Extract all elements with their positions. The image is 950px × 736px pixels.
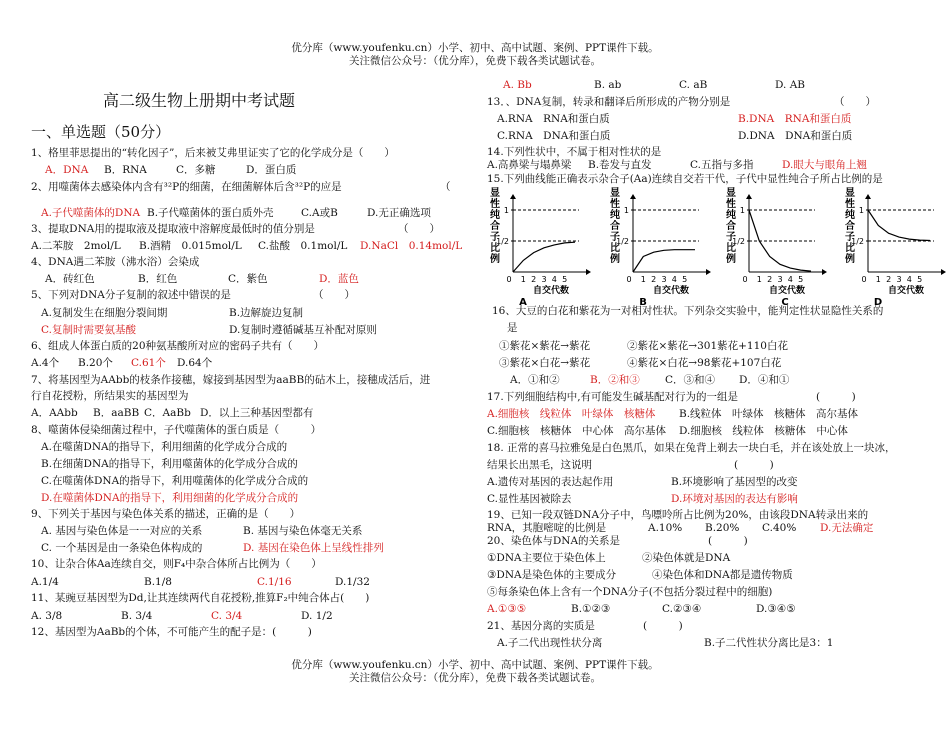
chart-b-ylabel-char: 比	[610, 243, 620, 254]
q14-option-b: B.卷发与直发	[588, 159, 652, 171]
chart-c-ylabel-char: 合	[726, 221, 736, 232]
q9-option-c: C. 一个基因是由一条染色体构成的	[41, 542, 203, 554]
q11-option-c: C. 3/4	[211, 610, 243, 622]
q12-stem: 12、基因型为AaBb的个体，不可能产生的配子是：( )	[31, 626, 312, 638]
q19-stem-line-2: RNA，其胞嘧啶的比例是	[487, 522, 607, 534]
q20-item-4: ④染色体和DNA都是遗传物质	[652, 569, 793, 581]
q4-option-c: C．紫色	[228, 273, 268, 285]
q4-option-b: B．红色	[138, 273, 178, 285]
q13-option-c: C.RNA DNA和蛋白质	[497, 130, 611, 142]
q17-option-a	[487, 408, 655, 421]
chart-d-ylabel-char: 纯	[845, 210, 855, 221]
header-line-2: 关注微信公众号：（优分库），免费下载各类试题试卷。	[349, 55, 601, 67]
q8-option-c: C.在噬菌体DNA的指导下，利用噬菌体的化学成分合成的	[41, 475, 309, 487]
chart-b-xtick-label: 0	[626, 275, 632, 284]
q19-option-d-wrap	[820, 522, 873, 535]
q7-option-c: C．AaBb	[144, 407, 191, 419]
chart-d-xlabel: 自交代数	[887, 286, 925, 296]
chart-d-ylabel-char: 比	[845, 243, 855, 254]
chart-a-ylabel-char: 显	[490, 188, 500, 199]
q3-option-b: B.酒精 0.015mol/L	[139, 240, 242, 252]
q6-stem: 6、组成人体蛋白质的20种氨基酸所对应的密码子共有（ ）	[31, 340, 325, 352]
q13-option-b: B.DNA RNA和蛋白质	[738, 113, 852, 125]
q18-option-a: A.遗传对基因的表达起作用	[487, 476, 614, 488]
q12-option-c: C. aB	[679, 79, 708, 91]
chart-b-xtick-label: 3	[661, 275, 667, 284]
q8-option-a: A.在噬菌DNA的指导下，利用细菌的化学成分合成的	[41, 441, 288, 453]
q16-option-a: A．①和②	[510, 374, 560, 386]
chart-d-ytick-label: 1	[858, 206, 864, 215]
chart-a-ylabel-char: 纯	[490, 210, 500, 221]
q4-option-d: D．蓝色	[319, 273, 359, 285]
header-line-1: 优分库（www.youfenku.cn）小学、初中、高中试题、案例、PPT课件下载。	[291, 42, 659, 54]
q21-paren: ( )	[643, 620, 683, 632]
chart-a-x-arrow	[586, 269, 591, 275]
q16-item-3: ③紫花×白花→紫花	[499, 357, 591, 369]
chart-b-ylabel-char: 例	[610, 254, 620, 265]
q17-option-a-text: A.细胞核 线粒体 叶绿体 核糖体	[487, 408, 656, 420]
q7-option-d: D．以上三种基因型都有	[200, 407, 314, 419]
chart-b-ylabel-char: 纯	[610, 210, 620, 221]
q11-option-d: D. 1/2	[301, 610, 333, 622]
q5-paren: （ ）	[313, 289, 355, 301]
chart-c-x-arrow	[822, 269, 827, 275]
q1-option-d: D．蛋白质	[246, 164, 297, 176]
q1-option-a: A．DNA	[45, 164, 89, 176]
q18-paren: ( )	[734, 459, 774, 471]
chart-a-ytick-label: 1/2	[496, 237, 509, 246]
q13-stem: 13．、DNA复制，转录和翻译后所形成的产物分别是	[487, 96, 731, 108]
q15-charts	[487, 186, 950, 306]
chart-a-ylabel-char: 性	[490, 199, 500, 210]
q2-paren: （	[440, 181, 451, 193]
q4-stem: 4、DNA遇二苯胺（沸水浴）会染成	[31, 256, 200, 268]
chart-a-panel-label: A	[519, 297, 527, 306]
chart-d-ylabel-char: 性	[845, 199, 855, 210]
chart-d-y-arrow	[865, 194, 871, 199]
q17-option-c: C.细胞核 核糖体 中心体 高尔基体	[487, 425, 666, 437]
q20-option-d: D.③④⑤	[756, 603, 796, 615]
chart-b-xtick-label: 4	[671, 275, 677, 284]
chart-b-xlabel: 自交代数	[652, 286, 690, 296]
chart-b-ylabel-char: 显	[610, 188, 620, 199]
q14-stem: 14.下列性状中，不属于相对性状的是	[487, 146, 662, 158]
chart-b-ytick-label: 1/2	[616, 237, 629, 246]
q18-option-d: D.环境对基因的表达有影响	[671, 493, 798, 505]
chart-a-ylabel-char: 子	[490, 232, 500, 243]
q17-option-d: D.细胞核 线粒体 核糖体 中心体	[679, 425, 848, 437]
chart-c-ylabel-char: 子	[726, 232, 736, 243]
chart-a-xtick-label: 4	[551, 275, 557, 284]
q12-option-d: D. AB	[775, 79, 806, 91]
q6-option-c: C.61个	[131, 357, 166, 369]
q5-option-b: B.边解旋边复制	[229, 307, 304, 319]
chart-d-xtick-label: 0	[861, 275, 867, 284]
q16-stem-line-2: 是	[507, 322, 518, 334]
chart-c-ylabel-char: 比	[726, 243, 736, 254]
q11-stem: 11、某豌豆基因型为Dd,让其连续两代自花授粉,推算F₂中纯合体占( )	[31, 592, 370, 604]
q10-option-c: C.1/16	[257, 576, 292, 588]
q9-option-a: A. 基因与染色体是一一对应的关系	[41, 525, 203, 537]
chart-d-xtick-label: 5	[917, 275, 923, 284]
q10-option-a: A.1/4	[31, 576, 59, 588]
chart-d-xtick-label: 4	[906, 275, 912, 284]
chart-d-xtick-label: 1	[875, 275, 881, 284]
chart-d-ylabel-char: 合	[845, 221, 855, 232]
chart-d-ytick-label: 1/2	[851, 237, 864, 246]
q18-option-c: C.显性基因被除去	[487, 493, 572, 505]
q16-item-4: ④紫花×白花→98紫花+107白花	[627, 357, 782, 369]
chart-c-xtick-label: 5	[798, 275, 804, 284]
q16-stem-line-1: 16、大豆的白花和紫花为一对相对性状。下列杂交实验中，能判定性状显隐性关系的	[492, 305, 884, 317]
q15-stem: 15.下列曲线能正确表示杂合子(Aa)连续自交若干代，子代中显性纯合子所占比例的是	[487, 173, 883, 185]
chart-b-ylabel-char: 子	[610, 232, 620, 243]
q14-option-a: A.高鼻梁与塌鼻梁	[487, 159, 572, 171]
q1-option-c: C．多糖	[176, 164, 216, 176]
q11-option-b: B. 3/4	[121, 610, 153, 622]
chart-b-ylabel-char: 合	[610, 221, 620, 232]
q2-option-c: C.A或B	[301, 207, 338, 219]
chart-d-ylabel-char: 子	[845, 232, 855, 243]
q20-item-1: ①DNA主要位于染色体上	[487, 552, 606, 564]
q3-stem: 3、提取DNA用的提取液及提取液中溶解度最低时的值分别是	[31, 223, 315, 235]
chart-a-xlabel: 自交代数	[532, 286, 570, 296]
chart-c-ylabel-char: 显	[726, 188, 736, 199]
q4-option-a: A．砖红色	[45, 273, 95, 285]
chart-c-ytick-label: 1/2	[732, 237, 745, 246]
q14-option-d-letter	[782, 159, 867, 172]
chart-d-panel-label: D	[873, 297, 883, 306]
chart-d-x-arrow	[941, 269, 946, 275]
q21-stem: 21、基因分离的实质是	[487, 620, 595, 632]
chart-c-xtick-label: 1	[756, 275, 762, 284]
q16-item-2: ②紫花×紫花→301紫花+110白花	[627, 340, 788, 352]
chart-b-ylabel-char: 性	[610, 199, 620, 210]
q13-option-d: D.DNA DNA和蛋白质	[738, 130, 853, 142]
chart-a-y-arrow	[510, 194, 516, 199]
q16-option-b: B．②和③	[590, 374, 640, 386]
q14-option-d: D.眼大与眼角上翘	[782, 159, 867, 171]
footer-line-1: 优分库（www.youfenku.cn）小学、初中、高中试题、案例、PPT课件下载。	[291, 659, 659, 671]
chart-a-curve	[513, 242, 575, 272]
q20-item-3: ③DNA是染色体的主要成分	[487, 569, 617, 581]
q17-stem: 17.下列细胞结构中,有可能发生碱基配对行为的一组是	[487, 391, 739, 403]
q10-stem: 10、让杂合体Aa连续自交，则F₄中杂合体所占比例为（ ）	[31, 558, 322, 570]
q9-option-d: D. 基因在染色体上呈线性排列	[243, 542, 384, 554]
chart-d-ylabel-char: 显	[845, 188, 855, 199]
chart-c-xlabel: 自交代数	[768, 286, 806, 296]
q5-option-c: C.复制时需要氨基酸	[41, 324, 136, 336]
q7-stem-line-1: 7、将基因型为AAbb的枝条作接穗，嫁接到基因型为aaBB的砧木上，接穗成活后，进	[31, 374, 431, 386]
chart-a-ylabel-char: 合	[490, 221, 500, 232]
q20-option-b: B.①②③	[571, 603, 611, 615]
chart-c-xtick-label: 3	[777, 275, 783, 284]
q16-option-c: C．③和④	[665, 374, 716, 386]
q6-option-d: D.64个	[177, 357, 213, 369]
q20-item-2: ②染色体就是DNA	[642, 552, 731, 564]
q18-stem-line-2: 结果长出黑毛，这说明	[487, 459, 592, 471]
chart-c-panel-label: C	[781, 297, 789, 306]
chart-b-ytick-label: 1	[623, 206, 629, 215]
q8-option-d: D.在噬菌体DNA的指导下，利用细菌的化学成分合成的	[41, 492, 299, 504]
q21-option-a: A.子二代出现性状分离	[497, 637, 603, 649]
chart-b-panel-label: B	[639, 297, 647, 306]
chart-c-xtick-label: 2	[767, 275, 773, 284]
q2-option-d: D.无正确选项	[367, 207, 431, 219]
q19-stem-line-1: 19、已知一段双链DNA分子中，鸟嘌呤所占比例为20%，由该段DNA转录出来的	[487, 509, 869, 521]
q1-stem: 1、格里菲思提出的“转化因子”，后来被艾弗里证实了它的化学成分是（ ）	[31, 147, 395, 159]
q19-option-d: D.无法确定	[820, 522, 874, 534]
chart-a-xtick-label: 1	[520, 275, 526, 284]
chart-c-ytick-label: 1	[739, 206, 745, 215]
q5-option-d: D.复制时遵循碱基互补配对原则	[229, 324, 377, 336]
q19-option-b: B.20%	[705, 522, 740, 534]
q13-option-a: A.RNA RNA和蛋白质	[497, 113, 610, 125]
chart-b-xtick-label: 2	[651, 275, 657, 284]
q20-paren: ( )	[708, 535, 748, 547]
chart-d-curve	[868, 210, 930, 241]
chart-b-xtick-label: 5	[682, 275, 688, 284]
footer-line-2: 关注微信公众号：（优分库），免费下载各类试题试卷。	[349, 672, 601, 684]
q21-option-b: B.子二代性状分离比是3：1	[704, 637, 834, 649]
q14-option-c: C.五指与多指	[690, 159, 754, 171]
chart-a-xtick-label: 3	[541, 275, 547, 284]
chart-c-ylabel-char: 纯	[726, 210, 736, 221]
chart-c-xtick-label: 0	[742, 275, 748, 284]
q1-option-b: B．RNA	[104, 164, 147, 176]
chart-b-y-arrow	[630, 194, 636, 199]
q17-paren: ( )	[816, 391, 856, 403]
q10-option-d: D.1/32	[335, 576, 370, 588]
chart-d-xtick-label: 3	[896, 275, 902, 284]
q6-option-b: B.20个	[78, 357, 113, 369]
q16-option-d: D．④和①	[739, 374, 790, 386]
chart-a-xtick-label: 5	[562, 275, 568, 284]
q3-option-d: D.NaCl 0.14mol/L	[360, 240, 463, 252]
q5-stem: 5、下列对DNA分子复制的叙述中错误的是	[31, 289, 231, 301]
chart-b-x-arrow	[706, 269, 711, 275]
q20-option-c: C.②③④	[662, 603, 702, 615]
q13-paren: （ ）	[834, 96, 876, 108]
chart-c-y-arrow	[746, 194, 752, 199]
section-heading: 一、单选题（50分）	[31, 123, 171, 141]
q7-stem-line-2: 行自花授粉，所结果实的基因型为	[31, 390, 189, 402]
q3-option-a: A.二苯胺 2mol/L	[31, 240, 121, 252]
q8-stem: 8、噬菌体侵染细菌过程中，子代噬菌体的蛋白质是（ ）	[31, 424, 322, 436]
chart-a-ylabel-char: 比	[490, 243, 500, 254]
q3-paren: （ ）	[398, 223, 440, 235]
q10-option-b: B.1/8	[144, 576, 172, 588]
q3-option-c: C.盐酸 0.1mol/L	[258, 240, 348, 252]
chart-a-xtick-label: 0	[506, 275, 512, 284]
q9-stem: 9、下列关于基因与染色体关系的描述，正确的是（ ）	[31, 508, 301, 520]
q17-option-b: B.线粒体 叶绿体 核糖体 高尔基体	[679, 408, 859, 420]
q12-option-b: B. ab	[594, 79, 622, 91]
q16-item-1: ①紫花×紫花→紫花	[499, 340, 591, 352]
q7-option-a: A．AAbb	[31, 407, 78, 419]
q20-option-a: A.①③⑤	[487, 603, 527, 615]
chart-d-xtick-label: 2	[886, 275, 892, 284]
q2-stem: 2、用噬菌体去感染体内含有³²P的细菌，在细菌解体后含³²P的应是	[31, 181, 342, 193]
q20-stem: 20、染色体与DNA的关系是	[487, 535, 621, 547]
chart-a-ylabel-char: 例	[490, 254, 500, 265]
q8-option-b: B.在细菌DNA的指导下，利用噬菌体的化学成分合成的	[41, 458, 298, 470]
chart-a-xtick-label: 2	[531, 275, 537, 284]
chart-c-xtick-label: 4	[787, 275, 793, 284]
chart-b-curve	[633, 250, 695, 272]
chart-c-ylabel-char: 例	[726, 254, 736, 265]
q9-option-b: B. 基因与染色体毫无关系	[243, 525, 363, 537]
q6-option-a: A.4个	[31, 357, 60, 369]
chart-a-ytick-label: 1	[503, 206, 509, 215]
chart-b-xtick-label: 1	[640, 275, 646, 284]
q12-option-a: A. Bb	[503, 79, 532, 91]
chart-c-ylabel-char: 性	[726, 199, 736, 210]
page-title: 高二级生物上册期中考试题	[103, 91, 296, 110]
q19-option-a: A.10%	[648, 522, 683, 534]
q11-option-a: A. 3/8	[31, 610, 63, 622]
q18-option-b: B.环境影响了基因型的改变	[671, 476, 798, 488]
q19-option-c: C.40%	[762, 522, 797, 534]
q5-option-a: A.复制发生在细胞分裂间期	[41, 307, 168, 319]
q20-item-5: ⑤每条染色体上含有一个DNA分子(不包括分裂过程中的细胞)	[487, 586, 773, 598]
q2-option-b: B.子代噬菌体的蛋白质外壳	[147, 207, 274, 219]
q7-option-b: B．aaBB	[93, 407, 140, 419]
q2-option-a: A.子代噬菌体的DNA	[41, 207, 141, 219]
q18-stem-line-1: 18. 正常的喜马拉雅兔是白色黑爪，如果在兔背上剃去一块白毛，并在该处放上一块冰，	[487, 442, 896, 454]
chart-d-ylabel-char: 例	[845, 254, 855, 265]
